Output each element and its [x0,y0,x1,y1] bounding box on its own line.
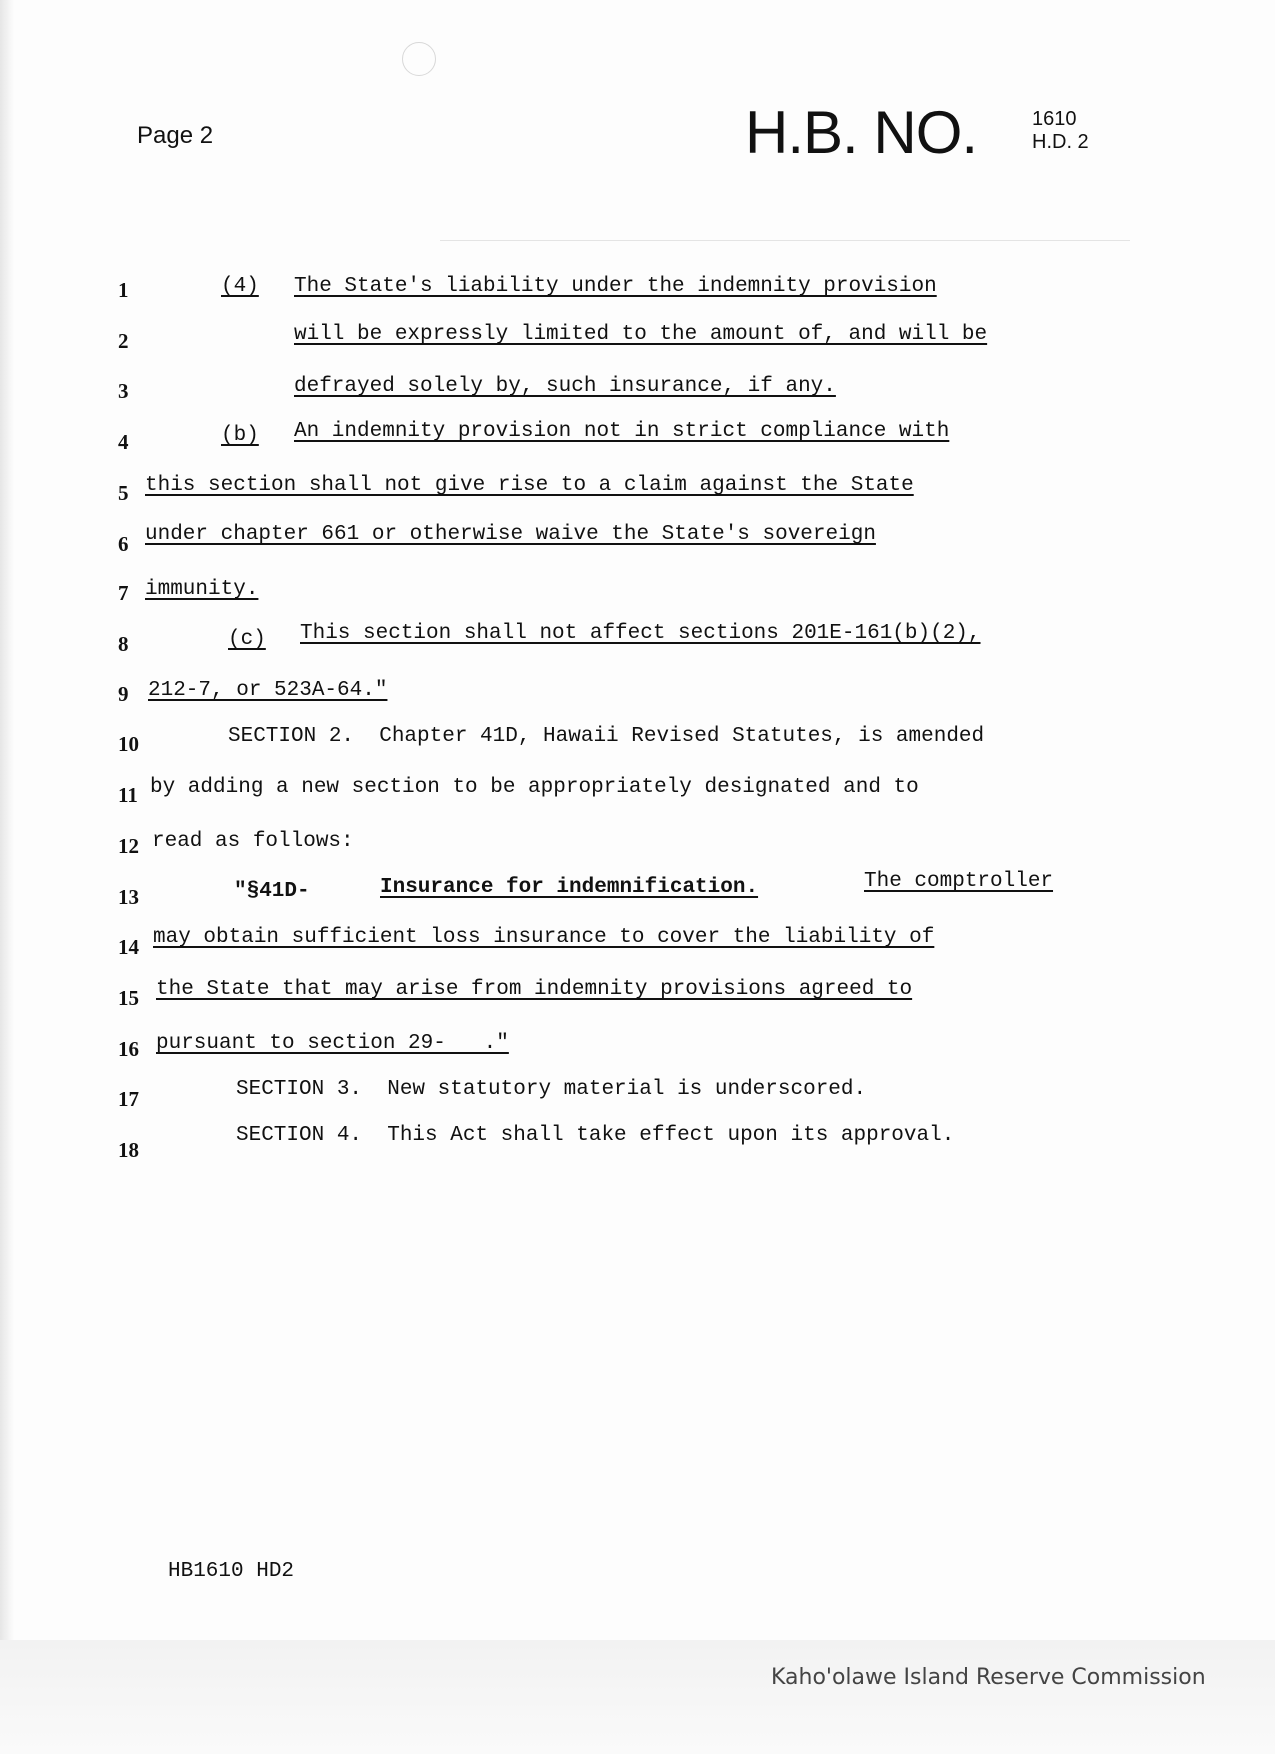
line-number: 11 [118,783,138,807]
page-label: Page 2 [137,122,214,149]
line-text: (c) [228,628,266,651]
line-number: 14 [118,935,139,959]
line-text: under chapter 661 or otherwise waive the State's sovereign [145,523,876,546]
line-text: This section shall not affect sections 201E-161(b)(2), [300,622,981,645]
line-text: defrayed solely by, such insurance, if any. [294,375,836,398]
bill-number: 1610 [1032,108,1077,130]
line-text: will be expressly limited to the amount of, and will be [294,323,988,346]
line-text: SECTION 2. Chapter 41D, Hawaii Revised Statutes, is amended [228,725,985,748]
line-text: SECTION 4. This Act shall take effect upon its approval. [236,1124,955,1147]
line-text: (4) [221,275,259,298]
line-text: The comptroller [864,870,1054,893]
line-number: 5 [118,481,129,505]
line-text: read as follows: [152,830,354,853]
line-text: An indemnity provision not in strict compliance with [294,420,950,443]
line-text: SECTION 3. New statutory material is underscored. [236,1078,867,1101]
line-number: 3 [118,379,129,403]
line-number: 4 [118,430,129,454]
source-credit: Kaho'olawe Island Reserve Commission [771,1665,1206,1690]
line-text: (b) [221,424,259,447]
line-text: immunity. [145,578,259,601]
line-number: 16 [118,1037,139,1061]
line-number: 17 [118,1087,139,1111]
line-text: 212-7, or 523A-64." [148,679,388,702]
line-text: by adding a new section to be appropriately designated and to [150,776,919,799]
line-text: The State's liability under the indemnity provision [294,275,937,298]
scan-edge-shadow [0,0,14,1754]
line-text: pursuant to section 29- ." [156,1032,509,1055]
line-text: the State that may arise from indemnity provisions agreed to [156,978,913,1001]
line-number: 13 [118,885,139,909]
line-text: may obtain sufficient loss insurance to cover the liability of [153,926,935,949]
bill-title: H.B. NO. [745,99,978,166]
line-number: 18 [118,1138,139,1162]
line-number: 9 [118,682,129,706]
line-number: 8 [118,632,129,656]
line-number: 1 [118,278,129,302]
line-text: this section shall not give rise to a claim against the State [145,474,914,497]
bill-draft: H.D. 2 [1032,131,1089,153]
line-number: 12 [118,834,139,858]
line-number: 2 [118,329,129,353]
header-rule [440,240,1130,241]
bill-number-block [1032,108,1089,154]
punch-hole-mark [402,42,436,76]
line-number: 10 [118,732,139,756]
line-number: 15 [118,986,139,1010]
line-number: 7 [118,581,129,605]
scan-bottom-strip [0,1640,1275,1754]
section-heading: Insurance for indemnification. [380,876,759,899]
bill-code-footer: HB1610 HD2 [168,1560,295,1583]
line-number: 6 [118,532,129,556]
section-marker: "§41D- [234,880,310,903]
